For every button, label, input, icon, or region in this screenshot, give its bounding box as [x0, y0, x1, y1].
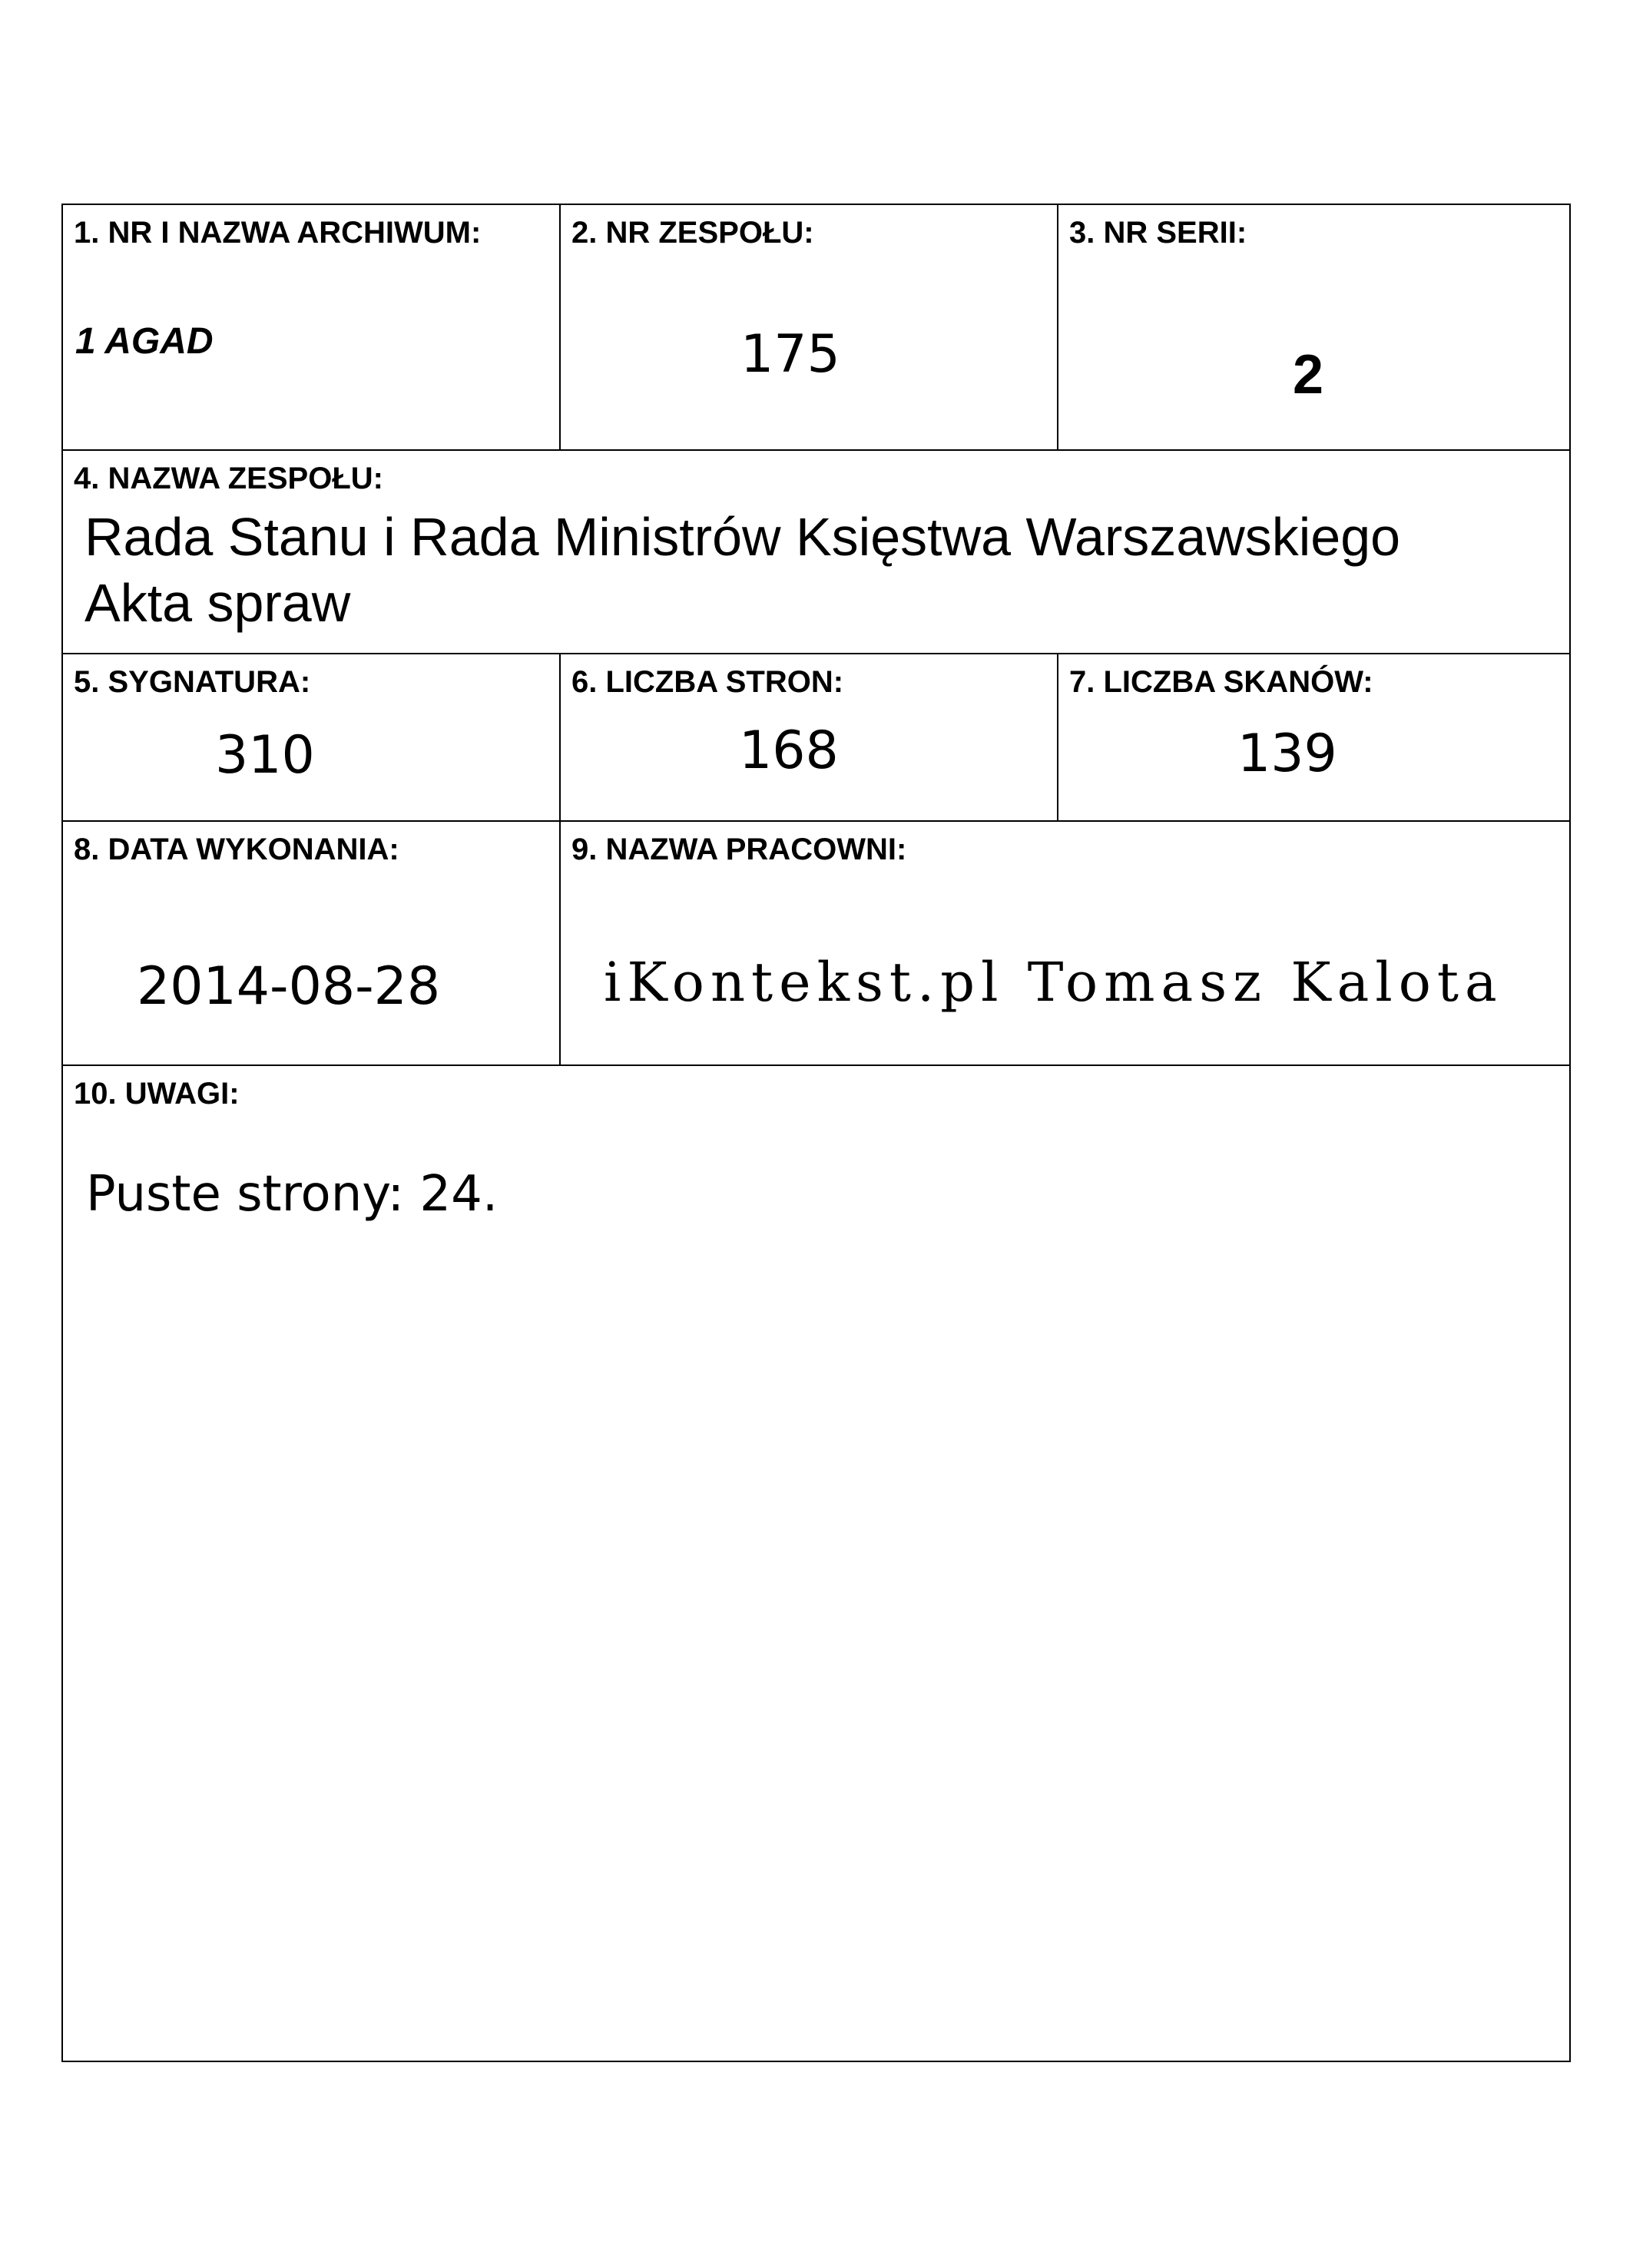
scan-count-label: 7. LICZBA SKANÓW: [1069, 665, 1373, 699]
fonds-number-label: 2. NR ZESPOŁU: [571, 216, 814, 250]
remarks-label: 10. UWAGI: [74, 1077, 240, 1111]
archive-value: 1 AGAD [75, 321, 214, 362]
series-number-label: 3. NR SERII: [1069, 216, 1247, 250]
workshop-label: 9. NAZWA PRACOWNI: [571, 833, 907, 866]
cell-archive [63, 205, 561, 449]
cell-series-number [1058, 205, 1569, 449]
cell-workshop [561, 822, 1569, 1064]
cell-fonds-number [561, 205, 1058, 449]
row-archive-fonds-series [63, 205, 1569, 451]
signature-label: 5. SYGNATURA: [74, 665, 311, 699]
signature-value: 310 [215, 725, 315, 786]
page-count-value: 168 [739, 720, 839, 781]
cell-signature [63, 654, 561, 820]
remarks-value: Puste strony: 24. [86, 1166, 499, 1223]
fonds-name-line2: Akta spraw [84, 573, 351, 633]
row-remarks [63, 1066, 1569, 2061]
date-made-label: 8. DATA WYKONANIA: [74, 833, 399, 866]
fonds-name-label: 4. NAZWA ZESPOŁU: [74, 462, 383, 495]
cell-date-made [63, 822, 561, 1064]
series-number-value: 2 [1293, 344, 1324, 406]
date-made-value: 2014-08-28 [137, 956, 441, 1017]
workshop-value: iKontekst.pl Tomasz Kalota [604, 951, 1503, 1014]
cell-page-count [561, 654, 1058, 820]
cell-remarks [63, 1066, 1569, 2061]
row-signature-pages-scans [63, 654, 1569, 822]
cell-scan-count [1058, 654, 1569, 820]
archive-metadata-card [61, 204, 1571, 2062]
cell-fonds-name [63, 451, 1569, 653]
fonds-number-value: 175 [740, 324, 840, 385]
row-date-workshop [63, 822, 1569, 1066]
fonds-name-line1: Rada Stanu i Rada Ministrów Księstwa Warszawskiego [84, 507, 1401, 567]
archive-label: 1. NR I NAZWA ARCHIWUM: [74, 216, 482, 250]
scan-count-value: 139 [1237, 723, 1337, 784]
page-count-label: 6. LICZBA STRON: [571, 665, 844, 699]
row-fonds-name [63, 451, 1569, 654]
